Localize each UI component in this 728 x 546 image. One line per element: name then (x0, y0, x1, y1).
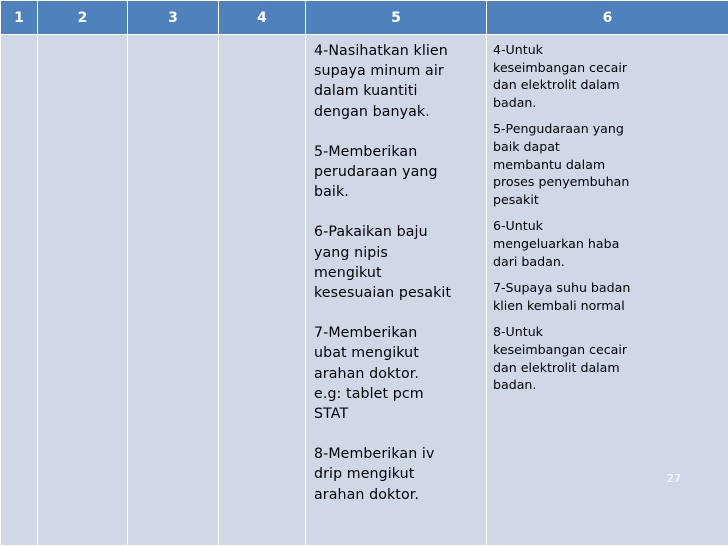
rationale-8: 8-Untuk keseimbangan cecair dan elektrolit dalam badan. (493, 324, 628, 393)
cell-col-2 (38, 35, 128, 546)
column-header-1: 1 (1, 1, 38, 35)
cell-col-4 (219, 35, 306, 546)
rationale-7: 7-Supaya suhu badan klien kembali normal (493, 280, 631, 313)
table-row (1, 35, 728, 546)
column-header-6: 6 (487, 1, 728, 35)
intervention-5: 5-Memberikan perudaraan yang baik. (314, 143, 438, 201)
cell-col-3 (128, 35, 219, 546)
intervention-7: 7-Memberikan ubat mengikut arahan doktor. e.g: tablet pcm STAT (314, 325, 424, 423)
intervention-4: 4-Nasihatkan klien supaya minum air dalam kuantiti dengan banyak. (314, 43, 448, 120)
column-header-5: 5 (306, 1, 487, 35)
interventions-list (306, 35, 486, 505)
cell-col-5-interventions (306, 35, 487, 546)
cell-col-1 (1, 35, 38, 546)
rationale-6: 6-Untuk mengeluarkan haba dari badan. (493, 218, 620, 269)
intervention-8: 8-Memberikan iv drip mengikut arahan doktor. (314, 446, 435, 503)
table-header-row (1, 1, 728, 35)
column-header-2: 2 (38, 1, 128, 35)
column-header-4: 4 (219, 1, 306, 35)
rationale-4: 4-Untuk keseimbangan cecair dan elektrolit dalam badan. (493, 42, 628, 110)
rationale-list (487, 35, 728, 394)
rationale-5: 5-Pengudaraan yang baik dapat membantu dalam proses penyembuhan pesakit (493, 121, 630, 207)
page-number: 27 (667, 472, 681, 485)
column-header-3: 3 (128, 1, 219, 35)
intervention-6: 6-Pakaikan baju yang nipis mengikut kesesuaian pesakit (314, 224, 452, 302)
cell-col-6-rationale (487, 35, 728, 546)
